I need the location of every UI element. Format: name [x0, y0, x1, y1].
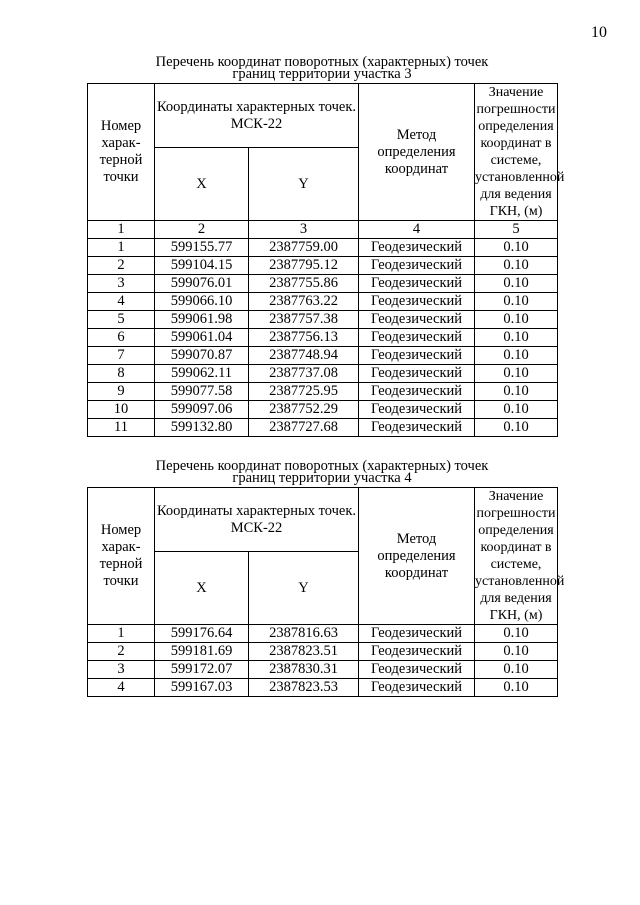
cell-point-number: 3	[88, 275, 155, 293]
header-coordinates: Координаты характерных точек. МСК-22	[155, 488, 359, 552]
cell-y: 2387759.00	[249, 239, 359, 257]
table-row	[88, 239, 558, 257]
cell-accuracy: 0.10	[475, 275, 558, 293]
cell-x: 599077.58	[155, 383, 249, 401]
table-row	[88, 419, 558, 437]
cell-accuracy: 0.10	[475, 679, 558, 697]
cell-x: 599062.11	[155, 365, 249, 383]
cell-accuracy: 0.10	[475, 383, 558, 401]
cell-point-number: 9	[88, 383, 155, 401]
cell-x: 599066.10	[155, 293, 249, 311]
header-accuracy: Значение погрешности определения координат в системе, установленной для ведения ГКН, (м)	[475, 489, 565, 623]
cell-x: 599097.06	[155, 401, 249, 419]
column-number: 3	[249, 221, 359, 239]
cell-accuracy: 0.10	[475, 347, 558, 365]
cell-point-number: 1	[88, 625, 155, 643]
cell-method: Геодезический	[359, 275, 475, 293]
header-y: Y	[249, 148, 359, 221]
cell-point-number: 1	[88, 239, 155, 257]
cell-point-number: 2	[88, 257, 155, 275]
section-title-line2: границ территории участка 3	[232, 66, 412, 82]
column-number: 4	[359, 221, 475, 239]
section-plot-4	[87, 458, 565, 697]
header-x: X	[155, 148, 249, 221]
cell-point-number: 8	[88, 365, 155, 383]
cell-x: 599172.07	[155, 661, 249, 679]
cell-point-number: 6	[88, 329, 155, 347]
cell-method: Геодезический	[359, 401, 475, 419]
cell-method: Геодезический	[359, 365, 475, 383]
cell-method: Геодезический	[359, 293, 475, 311]
table-row	[88, 275, 558, 293]
cell-y: 2387748.94	[249, 347, 359, 365]
cell-accuracy: 0.10	[475, 293, 558, 311]
table-row	[88, 383, 558, 401]
cell-accuracy: 0.10	[475, 419, 558, 437]
header-method: Метод определения координат	[359, 488, 475, 625]
cell-method: Геодезический	[359, 625, 475, 643]
header-coordinates: Координаты характерных точек. МСК-22	[155, 84, 359, 148]
coordinates-table	[87, 83, 565, 437]
column-number: 1	[88, 221, 155, 239]
page-number: 10	[591, 24, 607, 41]
section-title	[87, 460, 557, 484]
cell-x: 599167.03	[155, 679, 249, 697]
cell-x: 599070.87	[155, 347, 249, 365]
cell-method: Геодезический	[359, 311, 475, 329]
cell-y: 2387830.31	[249, 661, 359, 679]
header-point-number: Номер харак- терной точки	[88, 488, 155, 625]
cell-method: Геодезический	[359, 679, 475, 697]
column-numbers-row	[88, 221, 558, 239]
cell-accuracy: 0.10	[475, 401, 558, 419]
cell-y: 2387795.12	[249, 257, 359, 275]
cell-y: 2387725.95	[249, 383, 359, 401]
section-title-line1: Перечень координат поворотных (характерных) точек	[155, 458, 489, 474]
header-method: Метод определения координат	[359, 84, 475, 221]
cell-x: 599076.01	[155, 275, 249, 293]
cell-x: 599176.64	[155, 625, 249, 643]
cell-x: 599061.04	[155, 329, 249, 347]
cell-accuracy: 0.10	[475, 257, 558, 275]
table-row	[88, 257, 558, 275]
cell-method: Геодезический	[359, 239, 475, 257]
section-title-line2: границ территории участка 4	[232, 470, 412, 486]
cell-point-number: 10	[88, 401, 155, 419]
cell-y: 2387763.22	[249, 293, 359, 311]
cell-point-number: 2	[88, 643, 155, 661]
coordinates-table	[87, 487, 565, 697]
cell-method: Геодезический	[359, 383, 475, 401]
table-row	[88, 293, 558, 311]
table-row	[88, 329, 558, 347]
cell-method: Геодезический	[359, 661, 475, 679]
cell-x: 599061.98	[155, 311, 249, 329]
cell-point-number: 3	[88, 661, 155, 679]
cell-y: 2387737.08	[249, 365, 359, 383]
table-row	[88, 625, 558, 643]
table-row	[88, 661, 558, 679]
cell-point-number: 4	[88, 293, 155, 311]
column-number: 5	[475, 221, 558, 239]
header-x: X	[155, 552, 249, 625]
cell-point-number: 7	[88, 347, 155, 365]
column-number: 2	[155, 221, 249, 239]
cell-method: Геодезический	[359, 643, 475, 661]
cell-y: 2387823.51	[249, 643, 359, 661]
cell-y: 2387755.86	[249, 275, 359, 293]
cell-x: 599155.77	[155, 239, 249, 257]
table-row	[88, 347, 558, 365]
table-row	[88, 643, 558, 661]
cell-accuracy: 0.10	[475, 625, 558, 643]
cell-x: 599104.15	[155, 257, 249, 275]
header-y: Y	[249, 552, 359, 625]
cell-y: 2387823.53	[249, 679, 359, 697]
cell-y: 2387727.68	[249, 419, 359, 437]
section-title	[87, 56, 557, 80]
cell-y: 2387816.63	[249, 625, 359, 643]
cell-method: Геодезический	[359, 257, 475, 275]
cell-accuracy: 0.10	[475, 329, 558, 347]
cell-y: 2387752.29	[249, 401, 359, 419]
section-title-line1: Перечень координат поворотных (характерных) точек	[155, 54, 489, 70]
cell-accuracy: 0.10	[475, 365, 558, 383]
cell-method: Геодезический	[359, 347, 475, 365]
table-row	[88, 401, 558, 419]
cell-y: 2387757.38	[249, 311, 359, 329]
header-accuracy: Значение погрешности определения координат в системе, установленной для ведения ГКН, (м)	[475, 85, 565, 219]
cell-x: 599181.69	[155, 643, 249, 661]
cell-accuracy: 0.10	[475, 311, 558, 329]
section-plot-3	[87, 54, 565, 437]
cell-method: Геодезический	[359, 419, 475, 437]
cell-accuracy: 0.10	[475, 661, 558, 679]
table-row	[88, 311, 558, 329]
cell-point-number: 5	[88, 311, 155, 329]
cell-x: 599132.80	[155, 419, 249, 437]
cell-accuracy: 0.10	[475, 643, 558, 661]
cell-y: 2387756.13	[249, 329, 359, 347]
cell-method: Геодезический	[359, 329, 475, 347]
header-point-number: Номер харак- терной точки	[88, 84, 155, 221]
cell-point-number: 11	[88, 419, 155, 437]
table-row	[88, 679, 558, 697]
cell-point-number: 4	[88, 679, 155, 697]
table-row	[88, 365, 558, 383]
cell-accuracy: 0.10	[475, 239, 558, 257]
